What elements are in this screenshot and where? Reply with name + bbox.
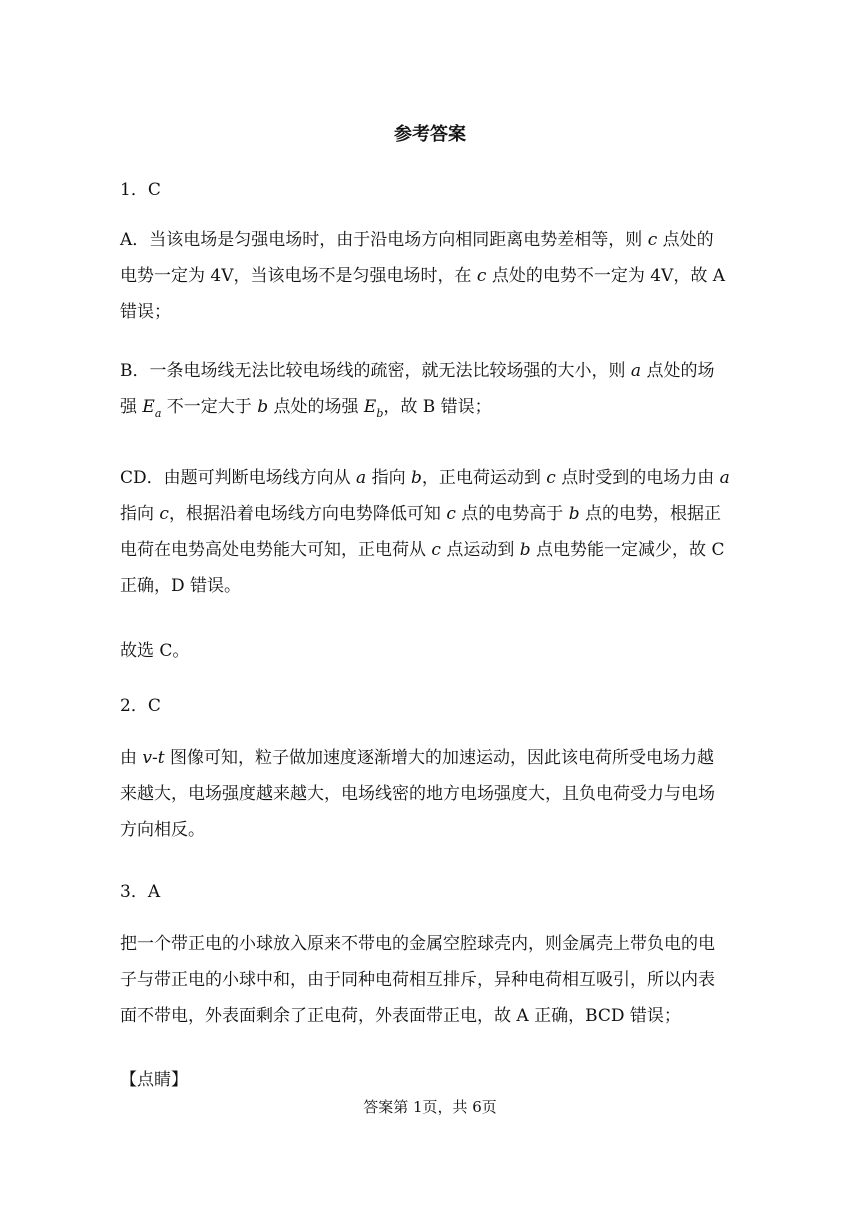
q1-option-cd: CD．由题可判断电场线方向从 a 指向 b，正电荷运动到 c 点时受到的电场力由 a 指向 c，根据沿着电场线方向电势降低可知 c 点的电势高于 b 点的电势，根据正 电荷在电势高处电势能大可知，正电荷从 c 点运动到 b 点电势能一定减少，故 C 正确，D 错误。 xyxy=(120,468,730,596)
q1-option-a: A．当该电场是匀强电场时，由于沿电场方向相同距离电势差相等，则 c 点处的 电势一定为 4V，当该电场不是匀强电场时，在 c 点处的电势不一定为 4V，故 A 错误； xyxy=(120,230,726,322)
page-footer: 答案第 1页，共 6页 xyxy=(363,1098,497,1116)
q1-option-b: B．一条电场线无法比较电场线的疏密，就无法比较场强的大小，则 a 点处的场 强 $E_a$ 不一定大于 b 点处的场强 $E_b$，故 B 错误； xyxy=(120,361,715,420)
q3-number: 3．A xyxy=(120,882,161,902)
q1-conclusion: 故选 C。 xyxy=(120,641,190,661)
page-title: 参考答案 xyxy=(394,124,466,145)
q2-explanation: 由 v-t 图像可知，粒子做加速度逐渐增大的加速运动，因此该电荷所受电场力越 来越大，电场强度越来越大，电场线密的地方电场强度大，且负电荷受力与电场 方向相反。 xyxy=(120,748,715,840)
q3-explanation: 把一个带正电的小球放入原来不带电的金属空腔球壳内，则金属壳上带负电的电 子与带正电的小球中和，由于同种电荷相互排斥，异种电荷相互吸引，所以内表 面不带电，外表面剩余了正电荷，外表面带正电，故 A 正确，BCD 错误； xyxy=(120,934,715,1026)
q1-number: 1．C xyxy=(120,180,161,200)
q3-tip-heading: 【点睛】 xyxy=(120,1070,188,1090)
q2-number: 2．C xyxy=(120,696,161,716)
